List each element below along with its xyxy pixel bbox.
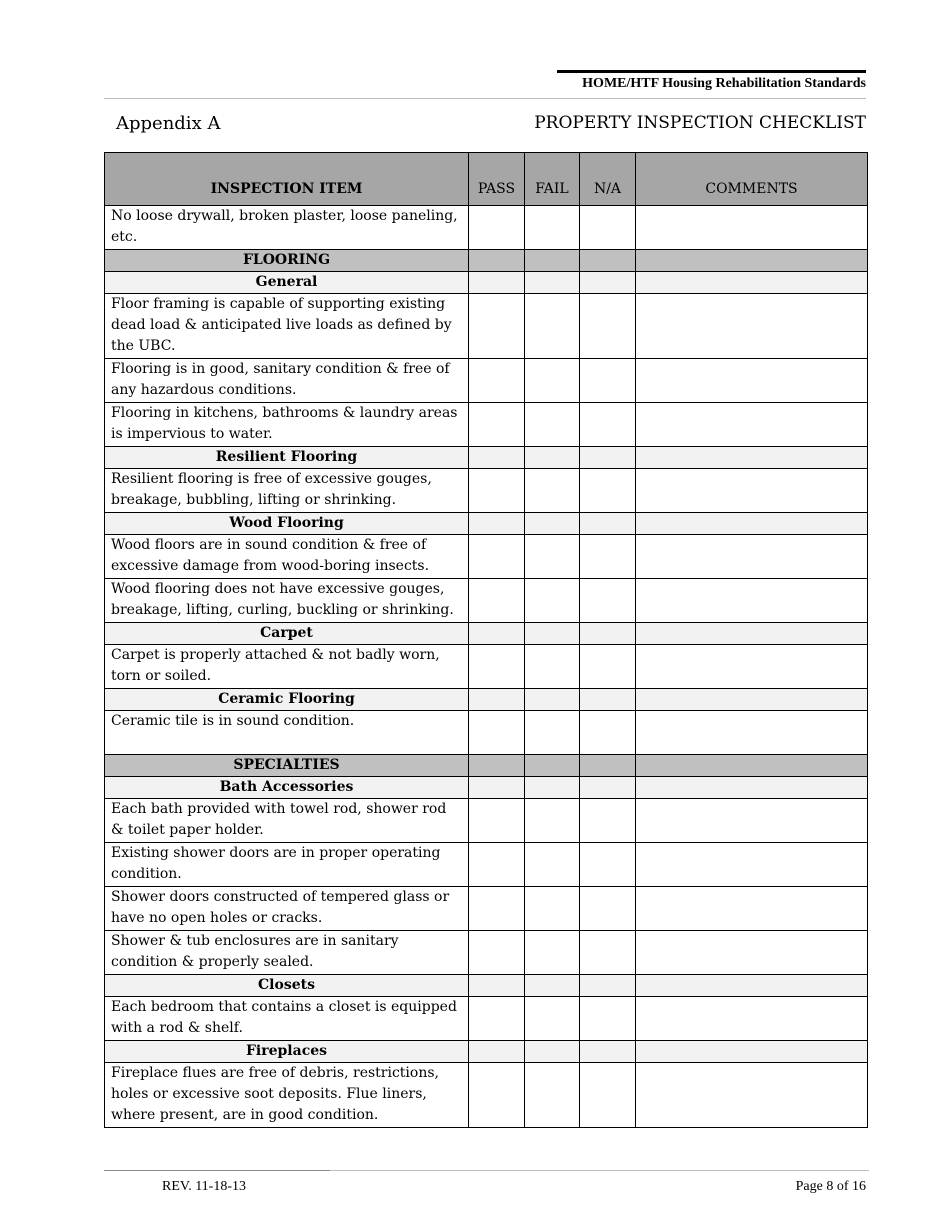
column-header-inspection-item: INSPECTION ITEM — [105, 153, 469, 206]
table-row — [105, 997, 868, 1041]
na-cell[interactable] — [580, 931, 636, 975]
fail-cell[interactable] — [525, 843, 580, 887]
comments-cell[interactable] — [636, 403, 868, 447]
comments-cell[interactable] — [636, 535, 868, 579]
na-cell[interactable] — [580, 799, 636, 843]
table-row — [105, 711, 868, 755]
subsection-heading: Bath Accessories — [105, 777, 469, 799]
table-row — [105, 1063, 868, 1128]
page-number: Page 8 of 16 — [795, 1179, 866, 1194]
table-row — [105, 403, 868, 447]
fail-cell[interactable] — [525, 931, 580, 975]
pass-cell-blank — [469, 447, 525, 469]
comments-cell[interactable] — [636, 1063, 868, 1128]
inspection-item-text: Wood floors are in sound condition & free of excessive damage from wood-boring insects. — [105, 535, 469, 579]
table-row — [105, 931, 868, 975]
section-heading: FLOORING — [105, 250, 469, 272]
na-cell[interactable] — [580, 1063, 636, 1128]
comments-cell-blank — [636, 623, 868, 645]
footer-rule-accent — [104, 1170, 330, 1171]
comments-cell[interactable] — [636, 997, 868, 1041]
na-cell[interactable] — [580, 294, 636, 359]
subsection-row — [105, 689, 868, 711]
na-cell[interactable] — [580, 711, 636, 755]
subsection-row — [105, 1041, 868, 1063]
fail-cell-blank — [525, 689, 580, 711]
appendix-label: Appendix A — [116, 113, 221, 134]
table-row — [105, 535, 868, 579]
comments-cell-blank — [636, 447, 868, 469]
section-row — [105, 755, 868, 777]
comments-cell[interactable] — [636, 294, 868, 359]
fail-cell[interactable] — [525, 711, 580, 755]
na-cell-blank — [580, 689, 636, 711]
fail-cell[interactable] — [525, 294, 580, 359]
fail-cell[interactable] — [525, 535, 580, 579]
fail-cell[interactable] — [525, 799, 580, 843]
comments-cell[interactable] — [636, 206, 868, 250]
pass-cell-blank — [469, 623, 525, 645]
header-rule-thick — [557, 70, 866, 73]
na-cell[interactable] — [580, 843, 636, 887]
fail-cell-blank — [525, 250, 580, 272]
na-cell[interactable] — [580, 645, 636, 689]
column-header-pass: PASS — [469, 153, 525, 206]
comments-cell[interactable] — [636, 579, 868, 623]
comments-cell-blank — [636, 250, 868, 272]
section-heading: SPECIALTIES — [105, 755, 469, 777]
pass-cell-blank — [469, 272, 525, 294]
table-header-row — [105, 153, 868, 206]
inspection-item-text: Fireplace flues are free of debris, restrictions, holes or excessive soot deposits. Flue liners, where present, are in good condition. — [105, 1063, 469, 1128]
inspection-item-text: Floor framing is capable of supporting existing dead load & anticipated live loads as defined by the UBC. — [105, 294, 469, 359]
comments-cell[interactable] — [636, 799, 868, 843]
pass-cell[interactable] — [469, 645, 525, 689]
pass-cell[interactable] — [469, 469, 525, 513]
comments-cell-blank — [636, 777, 868, 799]
table-row — [105, 469, 868, 513]
comments-cell[interactable] — [636, 469, 868, 513]
pass-cell[interactable] — [469, 294, 525, 359]
inspection-item-text: Shower & tub enclosures are in sanitary condition & properly sealed. — [105, 931, 469, 975]
pass-cell[interactable] — [469, 535, 525, 579]
na-cell[interactable] — [580, 359, 636, 403]
subsection-heading: General — [105, 272, 469, 294]
comments-cell[interactable] — [636, 887, 868, 931]
fail-cell-blank — [525, 755, 580, 777]
subsection-row — [105, 272, 868, 294]
pass-cell-blank — [469, 689, 525, 711]
pass-cell-blank — [469, 755, 525, 777]
na-cell[interactable] — [580, 997, 636, 1041]
comments-cell-blank — [636, 1041, 868, 1063]
fail-cell-blank — [525, 272, 580, 294]
inspection-item-text: Carpet is properly attached & not badly worn, torn or soiled. — [105, 645, 469, 689]
fail-cell-blank — [525, 447, 580, 469]
pass-cell[interactable] — [469, 799, 525, 843]
section-row — [105, 250, 868, 272]
subsection-heading: Ceramic Flooring — [105, 689, 469, 711]
table-row — [105, 206, 868, 250]
fail-cell[interactable] — [525, 359, 580, 403]
subsection-heading: Closets — [105, 975, 469, 997]
fail-cell-blank — [525, 513, 580, 535]
comments-cell[interactable] — [636, 711, 868, 755]
header-rule — [104, 98, 866, 99]
pass-cell[interactable] — [469, 579, 525, 623]
subsection-row — [105, 447, 868, 469]
fail-cell[interactable] — [525, 887, 580, 931]
subsection-heading: Fireplaces — [105, 1041, 469, 1063]
document-title: HOME/HTF Housing Rehabilitation Standards — [582, 76, 866, 91]
pass-cell-blank — [469, 975, 525, 997]
pass-cell[interactable] — [469, 403, 525, 447]
table-row — [105, 799, 868, 843]
subsection-heading: Resilient Flooring — [105, 447, 469, 469]
comments-cell-blank — [636, 689, 868, 711]
checklist-title: PROPERTY INSPECTION CHECKLIST — [534, 113, 866, 133]
pass-cell[interactable] — [469, 887, 525, 931]
pass-cell[interactable] — [469, 359, 525, 403]
fail-cell-blank — [525, 623, 580, 645]
inspection-item-text: Shower doors constructed of tempered glass or have no open holes or cracks. — [105, 887, 469, 931]
na-cell[interactable] — [580, 469, 636, 513]
subsection-row — [105, 623, 868, 645]
na-cell[interactable] — [580, 887, 636, 931]
inspection-item-text: Each bath provided with towel rod, shower rod & toilet paper holder. — [105, 799, 469, 843]
pass-cell[interactable] — [469, 1063, 525, 1128]
na-cell[interactable] — [580, 206, 636, 250]
na-cell-blank — [580, 1041, 636, 1063]
table-row — [105, 843, 868, 887]
pass-cell[interactable] — [469, 711, 525, 755]
fail-cell[interactable] — [525, 403, 580, 447]
subsection-row — [105, 777, 868, 799]
inspection-item-text: No loose drywall, broken plaster, loose paneling, etc. — [105, 206, 469, 250]
table-row — [105, 645, 868, 689]
table-row — [105, 887, 868, 931]
fail-cell[interactable] — [525, 469, 580, 513]
pass-cell-blank — [469, 1041, 525, 1063]
inspection-item-text: Wood flooring does not have excessive gouges, breakage, lifting, curling, buckling or shrinking. — [105, 579, 469, 623]
na-cell-blank — [580, 755, 636, 777]
fail-cell[interactable] — [525, 645, 580, 689]
pass-cell[interactable] — [469, 843, 525, 887]
comments-cell-blank — [636, 513, 868, 535]
na-cell[interactable] — [580, 535, 636, 579]
inspection-item-text: Each bedroom that contains a closet is equipped with a rod & shelf. — [105, 997, 469, 1041]
table-row — [105, 294, 868, 359]
inspection-item-text: Resilient flooring is free of excessive gouges, breakage, bubbling, lifting or shrinking. — [105, 469, 469, 513]
pass-cell-blank — [469, 250, 525, 272]
comments-cell[interactable] — [636, 645, 868, 689]
fail-cell[interactable] — [525, 1063, 580, 1128]
na-cell-blank — [580, 623, 636, 645]
pass-cell-blank — [469, 777, 525, 799]
inspection-item-text: Ceramic tile is in sound condition. — [105, 711, 469, 755]
fail-cell[interactable] — [525, 206, 580, 250]
inspection-item-text: Existing shower doors are in proper operating condition. — [105, 843, 469, 887]
fail-cell-blank — [525, 975, 580, 997]
column-header-comments: COMMENTS — [636, 153, 868, 206]
comments-cell-blank — [636, 975, 868, 997]
checklist-rows — [105, 206, 868, 1128]
pass-cell-blank — [469, 513, 525, 535]
fail-cell-blank — [525, 777, 580, 799]
inspection-checklist-table — [104, 152, 868, 1128]
na-cell-blank — [580, 250, 636, 272]
revision-label: REV. 11-18-13 — [162, 1179, 246, 1194]
pass-cell[interactable] — [469, 931, 525, 975]
fail-cell-blank — [525, 1041, 580, 1063]
na-cell-blank — [580, 513, 636, 535]
na-cell-blank — [580, 447, 636, 469]
subsection-heading: Wood Flooring — [105, 513, 469, 535]
subsection-heading: Carpet — [105, 623, 469, 645]
comments-cell[interactable] — [636, 843, 868, 887]
table-row — [105, 359, 868, 403]
na-cell-blank — [580, 975, 636, 997]
fail-cell[interactable] — [525, 997, 580, 1041]
subsection-row — [105, 975, 868, 997]
na-cell-blank — [580, 272, 636, 294]
comments-cell[interactable] — [636, 359, 868, 403]
inspection-item-text: Flooring in kitchens, bathrooms & laundry areas is impervious to water. — [105, 403, 469, 447]
comments-cell-blank — [636, 272, 868, 294]
inspection-item-text: Flooring is in good, sanitary condition & free of any hazardous conditions. — [105, 359, 469, 403]
pass-cell[interactable] — [469, 997, 525, 1041]
comments-cell[interactable] — [636, 931, 868, 975]
pass-cell[interactable] — [469, 206, 525, 250]
comments-cell-blank — [636, 755, 868, 777]
subsection-row — [105, 513, 868, 535]
column-header-fail: FAIL — [525, 153, 580, 206]
column-header-na: N/A — [580, 153, 636, 206]
na-cell[interactable] — [580, 403, 636, 447]
fail-cell[interactable] — [525, 579, 580, 623]
table-row — [105, 579, 868, 623]
na-cell-blank — [580, 777, 636, 799]
na-cell[interactable] — [580, 579, 636, 623]
